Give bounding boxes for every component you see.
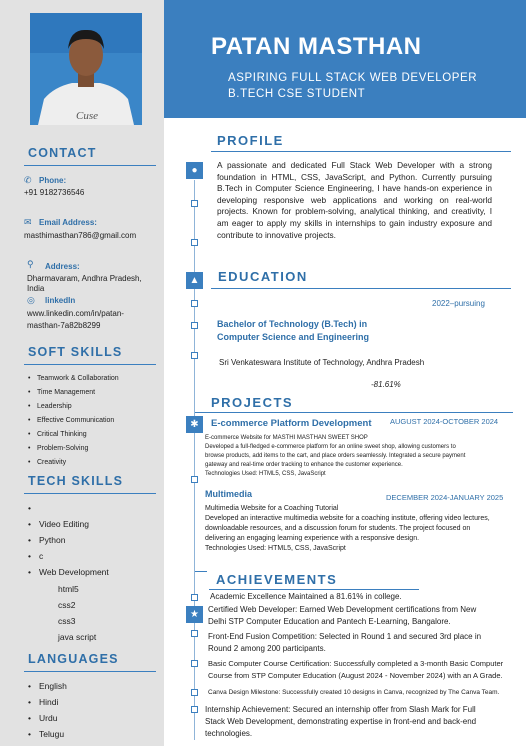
languages-heading: LANGUAGES [28,652,119,666]
languages-divider [24,671,156,672]
education-divider [211,288,511,289]
sub-list-item: java script [58,632,97,642]
header-subtitle-role: ASPIRING FULL STACK WEB DEVELOPER [228,72,478,84]
sub-list-item: css2 [58,600,76,610]
timeline-dot [191,660,198,667]
empty-bullet: • [28,503,31,513]
project-2-line-2: Developed an interactive multimedia website for a coaching institute, offering video lectures, [205,515,490,522]
list-item: • Teamwork & Collaboration [28,372,119,386]
project-1-line-3: browse products, add items to the cart, and place orders seamlessly. Integrated a secure payment [205,453,466,459]
education-score: -81.61% [371,380,401,389]
timeline-dot [191,239,198,246]
achievement-1: Academic Excellence Maintained a 81.61% in college. [210,592,402,601]
list-item: • Critical Thinking [28,428,119,442]
profile-heading: PROFILE [217,133,284,148]
projects-divider [195,412,513,413]
list-item: • Leadership [28,400,119,414]
achievement-6-line-2: Stack Web Development, demonstrating expertise in front-end and back-end [205,717,477,726]
profile-photo [30,13,142,125]
contact-divider [24,165,156,166]
achievement-3-line-2: Round 2 among 200 participants. [208,644,326,653]
header-subtitle-degree: B.TECH CSE STUDENT [228,88,366,100]
timeline-dot [191,476,198,483]
sub-list-item: html5 [58,584,79,594]
timeline-dot [191,322,198,329]
list-item: • Problem-Solving [28,442,119,456]
project-1-line-2: Developed a full-fledged e-commerce platform for an online sweet shop, allowing customers to [205,444,456,450]
email-value[interactable]: masthimasthan786@gmail.com [24,231,137,240]
person-icon: ● [186,162,203,179]
tech-skills-divider [24,493,156,494]
linkedin-label: linkedIn [45,296,76,305]
linkedin-url-line-1[interactable]: www.linkedin.com/in/patan- [27,309,124,318]
timeline-line [194,180,195,740]
profile-divider [211,151,511,152]
timeline-dot [191,200,198,207]
award-icon: ★ [186,606,203,623]
project-1-line-5: Technologies Used: HTML5, CSS, JavaScript [205,471,326,477]
contact-heading: CONTACT [28,146,97,160]
projects-heading: PROJECTS [211,395,294,410]
phone-label: Phone: [39,176,67,185]
address-line-2: India [27,284,45,293]
network-icon: ✱ [186,416,203,433]
list-item: • Python [39,535,65,545]
degree-line-1: Bachelor of Technology (B.Tech) in [217,319,368,329]
timeline-dot [191,594,198,601]
graduation-cap-icon: ▲ [186,272,203,289]
project-1-line-4: gateway and real-time order tracking to enhance the customer experience. [205,462,403,468]
achievement-2-line-2: Delhi STP Computer Education and Pantech E-Learning, Bangalore. [208,617,451,626]
achievement-2-line-1: Certified Web Developer: Earned Web Development certifications from New [208,605,477,614]
project-2-line-3: downloadable resources, and a discussion forum for students. The project focused on [205,525,471,532]
profile-text: A passionate and dedicated Full Stack Web Developer with a strong foundation in HTML, CSS, JavaScript, and Python. Currently pursuing B.Tech in Computer Science Engineering, I have hands-on experience in developing responsive web applications and working on real-world projects. Known for problem-solving, analytical thinking, and creativity, I am eager to apply my skills in internships to gain industry exposure and contribute to innovative projects. [217,160,492,240]
address-label: Address: [45,262,80,271]
sub-list-item: css3 [58,616,76,626]
timeline-dot [191,689,198,696]
soft-skills-list [28,372,119,470]
address-line-1: Dharmavaram, Andhra Pradesh, [27,274,142,283]
achievements-heading: ACHIEVEMENTS [216,572,338,587]
phone-value: +91 9182736546 [24,188,85,197]
list-item: • Time Management [28,386,119,400]
timeline-dot [191,706,198,713]
project-2-line-1: Multimedia Website for a Coaching Tutorial [205,505,339,512]
project-1-title: E-commerce Platform Development [211,418,372,429]
institute-name: Sri Venkateswara Institute of Technology, Andhra Pradesh [219,358,425,367]
project-2-date: DECEMBER 2024-JANUARY 2025 [386,493,504,502]
project-2-line-4: delivering an engaging learning experience with a responsive design. [205,535,420,542]
timeline-dot [191,630,198,637]
achievement-4-line-1: Basic Computer Course Certification: Successfully completed a 3-month Basic Computer [208,659,504,668]
project-2-line-5: Technologies Used: HTML5, CSS, JavaScript [205,545,346,552]
list-item: • Telugu [39,729,64,739]
education-heading: EDUCATION [218,269,308,284]
degree-line-2: Computer Science and Engineering [217,332,370,342]
achievements-connector [195,571,207,572]
timeline-dot [191,352,198,359]
project-1-date: AUGUST 2024-OCTOBER 2024 [390,417,499,426]
list-item: • Hindi [39,697,58,707]
education-years: 2022–pursuing [432,299,485,308]
achievement-6-line-3: technologies. [205,729,253,738]
list-item: • Effective Communication [28,414,119,428]
achievement-6-line-1: Internship Achievement: Secured an internship offer from Slash Mark for Full [205,705,476,714]
achievements-divider [209,589,419,590]
achievement-3-line-1: Front-End Fusion Competition: Selected in Round 1 and secured 3rd place in [208,632,482,641]
linkedin-url-line-2[interactable]: masthan-7a82b8299 [27,321,101,330]
list-item: • Web Development [39,567,109,577]
soft-skills-heading: SOFT SKILLS [28,345,123,359]
achievement-4-line-2: Course from STP Computer Education (August 2024 - November 2024) with an A Grade. [208,671,503,680]
header-banner [164,0,526,118]
person-photo-illustration [30,13,142,125]
email-label: Email Address: [39,218,97,227]
list-item: • Urdu [39,713,57,723]
shirt-text: Cuse [76,110,98,122]
soft-skills-divider [24,364,156,365]
email-icon: ✉ [24,217,32,227]
list-item: • Video Editing [39,519,89,529]
timeline-dot [191,300,198,307]
list-item: • English [39,681,67,691]
location-pin-icon: ⚲ [27,259,34,269]
tech-skills-heading: TECH SKILLS [28,474,124,488]
project-1-line-1: E-commerce Website for MASTHI MASTHAN SWEET SHOP [205,435,368,441]
project-2-title: Multimedia [205,489,253,499]
phone-icon: ✆ [24,175,32,185]
candidate-name: PATAN MASTHAN [211,33,422,60]
globe-icon: ◎ [27,295,35,305]
list-item: • c [39,551,43,561]
list-item: • Creativity [28,456,119,470]
achievement-5: Canva Design Milestone: Successfully created 10 designs in Canva, recognized by The Canva Team. [208,689,500,696]
